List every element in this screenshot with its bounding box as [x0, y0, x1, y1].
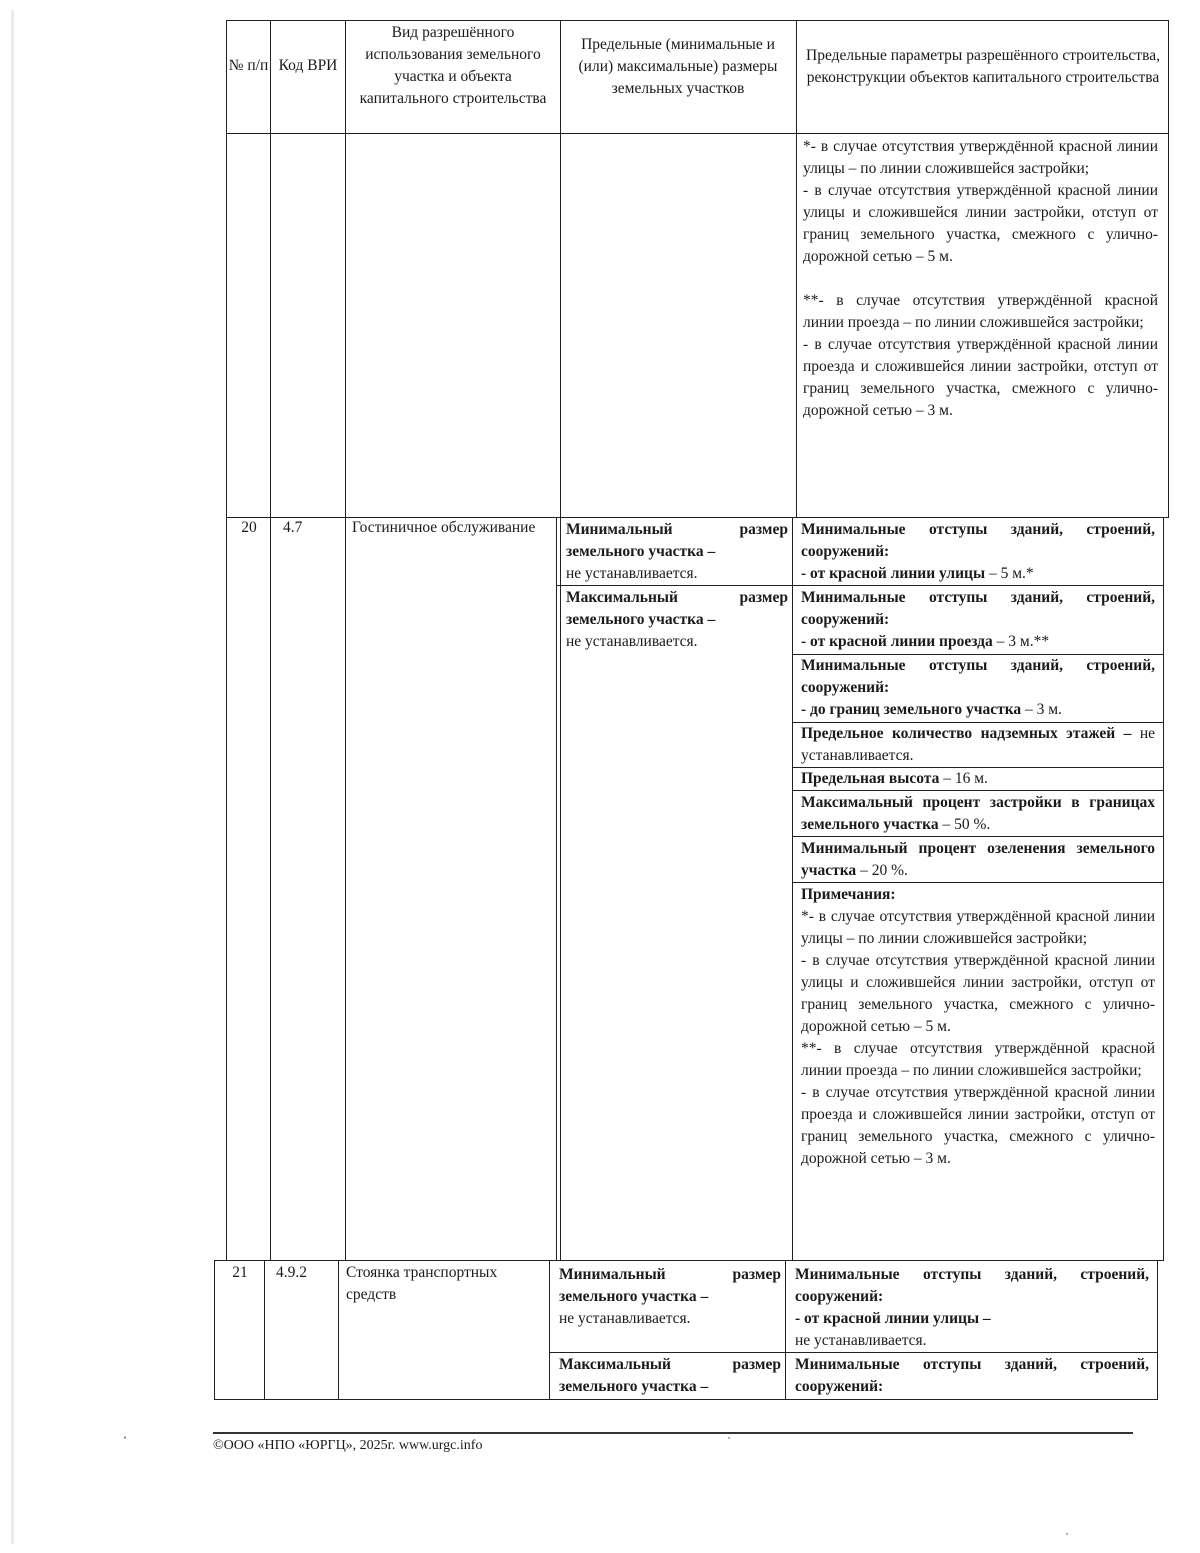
header-use: Вид разрешённого использования земельного участка и объекта капитального строительства: [359, 24, 547, 107]
table-border: [560, 20, 561, 1260]
param-label: Минимальные отступы зданий, строений, сооружений:: [795, 1356, 1149, 1395]
scan-speck: [124, 1436, 126, 1439]
param-floors: [801, 723, 1155, 767]
param-coverage: [801, 792, 1155, 836]
param-setback-driveway: [801, 587, 1155, 653]
max-plot-size-label: Максимальный размер земельного участка –: [566, 589, 788, 628]
table-border: [1168, 20, 1169, 517]
note-street-2: - в случае отсутствия утверждённой красной линии улицы и сложившейся линии застройки, отступ от границ земельного участка, смежного с улично-дорожной сетью – 5 м.: [803, 182, 1158, 265]
param-height: [801, 768, 1155, 790]
note-driveway-1: **- в случае отсутствия утверждённой красной линии проезда – по линии сложившейся застройки;: [803, 292, 1158, 331]
table-border: [792, 882, 1164, 883]
param-value: – 50 %.: [938, 816, 991, 833]
param-label: Минимальные отступы зданий, строений, сооружений:: [801, 657, 1155, 696]
param-label: Предельное количество надземных этажей –: [801, 725, 1132, 742]
param-sub: - от красной линии проезда: [801, 633, 993, 650]
min-plot-size: [559, 1264, 781, 1330]
max-plot-size-label: Максимальный размер земельного участка –: [559, 1356, 781, 1395]
table-border: [1157, 1260, 1158, 1400]
min-plot-size-value: не устанавливается.: [566, 565, 698, 582]
continued-notes: [803, 136, 1158, 422]
table-border: [214, 1260, 1164, 1261]
row-code: 4.7: [283, 519, 303, 536]
table-border: [549, 1352, 1158, 1353]
param-sub: - от красной линии улицы –: [795, 1310, 991, 1327]
table-border: [214, 1260, 215, 1400]
table-border: [214, 1399, 1158, 1400]
param-label: Минимальный процент озеленения земельного участка: [801, 840, 1155, 879]
note-street-2: - в случае отсутствия утверждённой красной линии улицы и сложившейся линии застройки, отступ от границ земельного участка, смежного с улично-дорожной сетью – 5 м.: [801, 952, 1155, 1035]
param-setback-street: [795, 1264, 1149, 1352]
scan-speck: [1066, 1533, 1068, 1535]
header-size: Предельные (минимальные и (или) максимальные) размеры земельных участков: [578, 36, 778, 97]
table-border: [226, 20, 1169, 21]
note-driveway-1: **- в случае отсутствия утверждённой красной линии проезда – по линии сложившейся застройки;: [801, 1040, 1155, 1079]
param-value: – 3 м.**: [992, 633, 1050, 650]
table-border: [556, 517, 557, 1260]
table-border: [226, 20, 227, 1260]
footer-copyright: ©ООО «НПО «ЮРГЦ», 2025г. www.urgc.info: [213, 1438, 483, 1453]
param-sub: - до границ земельного участка: [801, 701, 1022, 718]
param-notes: [801, 884, 1155, 1170]
note-street-1: *- в случае отсутствия утверждённой красной линии улицы – по линии сложившейся застройки;: [803, 138, 1158, 177]
param-label: Минимальные отступы зданий, строений, сооружений:: [801, 521, 1155, 560]
table-border: [549, 1260, 550, 1400]
param-setback-next: [795, 1354, 1149, 1398]
param-sub: - от красной линии улицы: [801, 565, 986, 582]
param-value: не устанавливается.: [801, 725, 1155, 764]
param-setback-street: [801, 519, 1155, 585]
header-params: Предельные параметры разрешённого строительства, реконструкции объектов капитального строительства: [806, 47, 1160, 86]
row-number: 21: [232, 1264, 248, 1281]
note-driveway-2: - в случае отсутствия утверждённой красной линии проезда и сложившейся линии застройки, отступ от границ земельного участка, смежного с улично-дорожной сетью – 3 м.: [801, 1084, 1155, 1167]
param-value: не устанавливается.: [795, 1332, 927, 1349]
table-border: [792, 790, 1164, 791]
max-plot-size: [566, 587, 788, 653]
param-label: Минимальные отступы зданий, строений, сооружений:: [795, 1266, 1149, 1305]
max-plot-size-value: не устанавливается.: [566, 633, 698, 650]
table-border: [226, 133, 1169, 134]
min-plot-size-label: Минимальный размер земельного участка –: [566, 521, 788, 560]
table-border: [345, 20, 346, 1260]
table-border: [338, 1260, 339, 1400]
row-use: Гостиничное обслуживание: [352, 519, 536, 536]
scan-speck: [728, 1437, 730, 1439]
param-label: Предельная высота: [801, 770, 940, 787]
table-border: [792, 836, 1164, 837]
row-number: 20: [241, 519, 257, 536]
header-num: № п/п: [228, 57, 269, 74]
param-setback-plot: [801, 655, 1155, 721]
max-plot-size: [559, 1354, 781, 1398]
param-label: Максимальный процент застройки в границах земельного участка: [801, 794, 1155, 833]
header-code: Код ВРИ: [278, 57, 338, 74]
notes-title: Примечания:: [801, 886, 896, 903]
min-plot-size: [566, 519, 788, 585]
param-label: Минимальные отступы зданий, строений, сооружений:: [801, 589, 1155, 628]
note-street-1: *- в случае отсутствия утверждённой красной линии улицы – по линии сложившейся застройки;: [801, 908, 1155, 947]
param-value: – 16 м.: [939, 770, 988, 787]
table-border: [785, 1260, 786, 1400]
table-border: [1163, 517, 1164, 1260]
note-driveway-2: - в случае отсутствия утверждённой красной линии проезда и сложившейся линии застройки, отступ от границ земельного участка, смежного с улично-дорожной сетью – 3 м.: [803, 336, 1158, 419]
table-border: [264, 1260, 265, 1400]
table-border: [556, 585, 1164, 586]
param-greening: [801, 838, 1155, 882]
table-border: [270, 20, 271, 1260]
min-plot-size-label: Минимальный размер земельного участка –: [559, 1266, 781, 1305]
footer-rule: [213, 1432, 1133, 1434]
row-use: Стоянка транспортных средств: [346, 1264, 498, 1303]
min-plot-size-value: не устанавливается.: [559, 1310, 691, 1327]
param-value: – 3 м.: [1021, 701, 1062, 718]
param-value: – 20 %.: [856, 862, 908, 879]
table-border: [792, 517, 793, 1260]
param-value: – 5 м.*: [985, 565, 1034, 582]
table-border: [796, 20, 797, 517]
row-code: 4.9.2: [276, 1264, 307, 1281]
